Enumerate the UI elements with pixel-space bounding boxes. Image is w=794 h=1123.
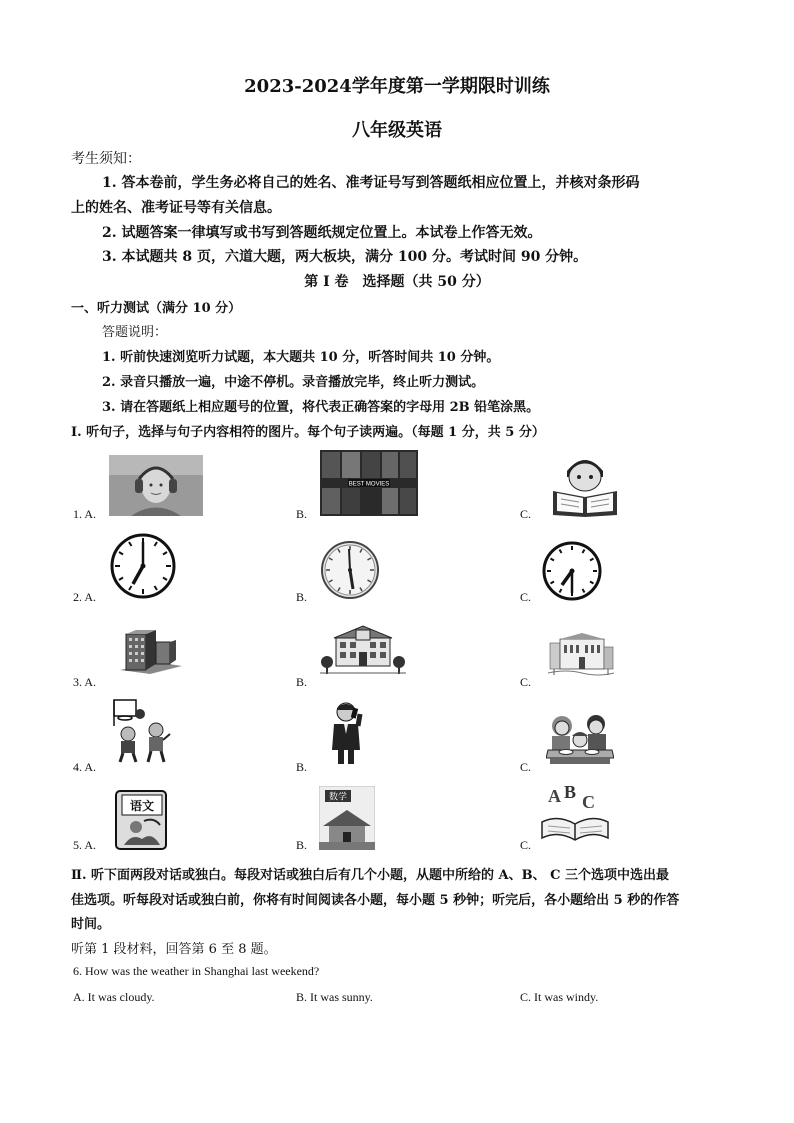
section-II-line-3: 时间。	[71, 917, 111, 932]
abc-letter-b: B	[564, 784, 577, 802]
man-on-phone-icon	[322, 700, 372, 766]
q4-option-c-label: C.	[520, 760, 532, 774]
movie-posters-photo	[320, 450, 418, 516]
q5-option-b-label: B.	[296, 838, 308, 852]
boy-reading-icon	[549, 451, 621, 517]
q2-option-b-label: B.	[296, 590, 308, 604]
basketball-kids-icon	[110, 698, 174, 764]
exam-subtitle: 八年级英语	[352, 120, 442, 141]
book-icon	[114, 789, 170, 851]
q2-option-c-label: C.	[520, 590, 532, 604]
q3-option-c-label: C.	[520, 675, 532, 689]
notice-item-3: 3. 本试题共 8 页，六道大题，两大板块，满分 100 分。考试时间 90 分钟。	[102, 249, 588, 265]
clock-icon	[320, 540, 380, 600]
q5-option-a-label: 5. A.	[73, 838, 97, 852]
school-building-icon	[320, 622, 406, 676]
instruction-1: 1. 听前快速浏览听力试题，本大题共 10 分，听答时间共 10 分钟。	[102, 350, 500, 365]
q1-option-a-label: 1. A.	[73, 507, 97, 521]
q1-option-c-label: C.	[520, 507, 532, 521]
book-icon	[319, 786, 375, 850]
abc-letter-a: A	[548, 786, 561, 806]
q4-option-b-label: B.	[296, 760, 308, 774]
notice-item-1-cont: 上的姓名、准考证号等有关信息。	[71, 200, 281, 216]
math-book-label: 数学	[328, 792, 348, 803]
q3-option-b-label: B.	[296, 675, 308, 689]
abc-letter-c: C	[582, 792, 595, 812]
notice-item-2: 2. 试题答案一律填写或书写到答题纸规定位置上。本试卷上作答无效。	[102, 225, 542, 241]
clock-icon	[542, 541, 602, 601]
section-listening-heading: 一、听力测试（满分 10 分）	[71, 301, 242, 316]
school-building-icon	[546, 633, 616, 677]
question-6-text: 6. How was the weather in Shanghai last weekend?	[73, 964, 320, 978]
chinese-book-label: 语文	[129, 799, 155, 813]
exam-title: 2023-2024学年度第一学期限时训练	[244, 76, 550, 97]
question-6-option-a: A. It was cloudy.	[73, 990, 155, 1004]
instruction-2: 2. 录音只播放一遍，中途不停机。录音播放完毕，终止听力测试。	[102, 375, 485, 390]
city-buildings-icon	[116, 620, 184, 674]
book-icon	[540, 784, 610, 842]
section-II-line-2: 佳选项。听每段对话或独白前，你将有时间阅读各小题，每小题 5 秒钟；听完后，各小题给出 5 秒的作答	[71, 893, 680, 908]
family-eating-icon	[546, 712, 614, 766]
q4-option-a-label: 4. A.	[73, 760, 97, 774]
best-movies-text: BEST MOVIES	[348, 481, 390, 488]
headphones-girl-photo	[109, 455, 203, 516]
section-II-line-1: Ⅱ. 听下面两段对话或独白。每段对话或独白后有几个小题，从题中所给的 A、B、 C 三个选项中选出最	[71, 868, 670, 883]
question-6-option-b: B. It was sunny.	[296, 990, 373, 1004]
instructions-heading: 答题说明：	[102, 325, 168, 340]
q5-option-c-label: C.	[520, 838, 532, 852]
notice-item-1: 1. 答本卷前，学生务必将自己的姓名、准考证号写到答题纸相应位置上，并核对条形码	[102, 175, 640, 191]
q3-option-a-label: 3. A.	[73, 675, 97, 689]
section-I-heading: I. 听句子，选择与句子内容相符的图片。每个句子读两遍。（每题 1 分，共 5 分）	[71, 425, 545, 440]
clock-icon	[110, 533, 176, 599]
q1-option-b-label: B.	[296, 507, 308, 521]
instruction-3: 3. 请在答题纸上相应题号的位置，将代表正确答案的字母用 2B 铅笔涂黑。	[102, 400, 540, 415]
q2-option-a-label: 2. A.	[73, 590, 97, 604]
material-1-instruction: 听第 1 段材料，回答第 6 至 8 题。	[71, 942, 277, 957]
part1-title: 第 I 卷 选择题（共 50 分）	[304, 274, 490, 290]
notice-heading: 考生须知：	[71, 151, 141, 167]
question-6-option-c: C. It was windy.	[520, 990, 599, 1004]
